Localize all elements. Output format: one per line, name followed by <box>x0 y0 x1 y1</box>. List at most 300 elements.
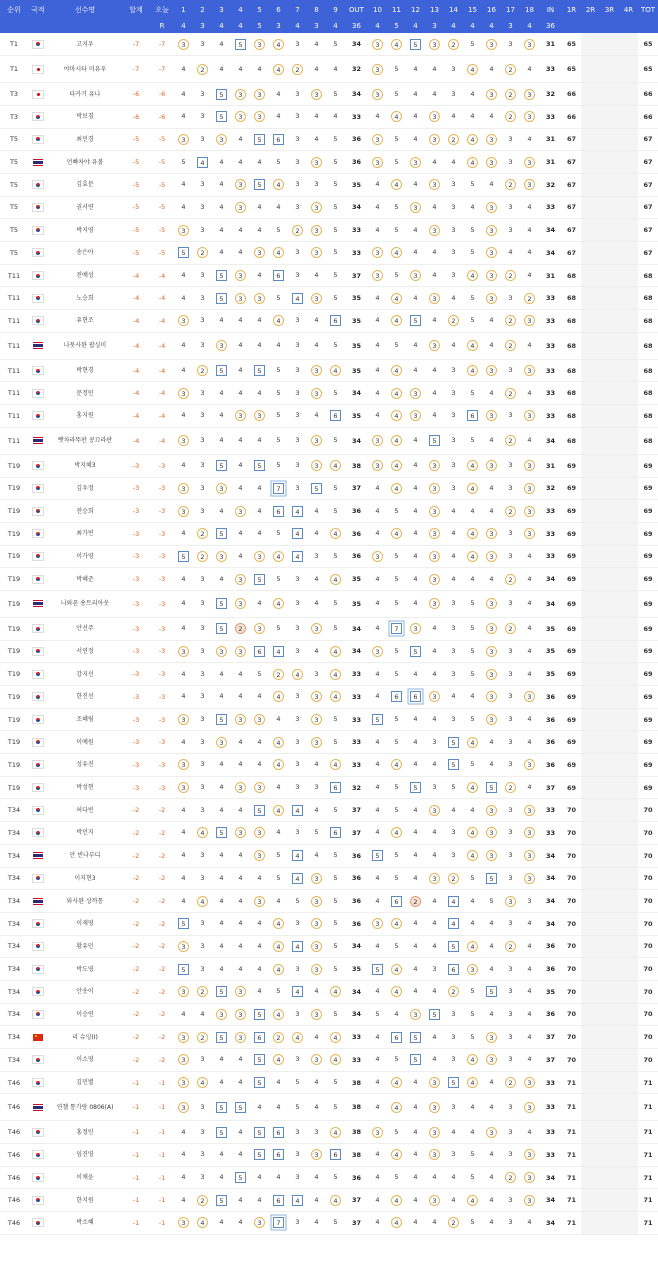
header-cell: 4 <box>212 18 231 33</box>
player-name[interactable]: 문정민 <box>48 382 122 405</box>
hole-score: 3 <box>200 941 205 950</box>
hole-score: 3 <box>524 157 535 168</box>
table-row[interactable] <box>0 105 658 128</box>
hole-score-cell <box>368 617 387 640</box>
player-name[interactable]: 전예성 <box>48 264 122 287</box>
hole-score-cell <box>425 590 444 617</box>
hole-score: 4 <box>276 341 281 350</box>
hole-score: 4 <box>330 574 341 585</box>
hole-score-cell <box>326 708 345 731</box>
hole-score-cell <box>501 545 520 568</box>
hole-score-cell <box>269 454 288 477</box>
hole-score-cell <box>174 151 193 174</box>
player-name[interactable]: 노승희 <box>48 287 122 310</box>
hole-score: 3 <box>295 202 300 211</box>
player-name[interactable]: 이지현3 <box>48 867 122 890</box>
hole-score: 4 <box>238 964 243 973</box>
player-name[interactable]: 타카기 유나 <box>48 83 122 106</box>
table-row[interactable] <box>0 128 658 151</box>
hole-score-cell <box>212 822 231 845</box>
hole-score-cell <box>368 1094 387 1121</box>
table-row[interactable] <box>0 56 658 83</box>
player-name[interactable]: 황유민 <box>48 935 122 958</box>
hole-score-cell <box>406 405 425 428</box>
player-name[interactable]: 최가빈 <box>48 522 122 545</box>
header-cell[interactable]: 오늘 <box>150 0 174 18</box>
table-row[interactable] <box>0 310 658 333</box>
table-row[interactable] <box>0 500 658 523</box>
hole-score-cell <box>387 958 406 981</box>
player-name[interactable]: 조혜림 <box>48 708 122 731</box>
hole-score: 3 <box>200 316 205 325</box>
hole-score: 3 <box>200 1102 205 1111</box>
hole-score-cell <box>269 173 288 196</box>
player-name[interactable]: 박보겸 <box>48 105 122 128</box>
player-name[interactable]: 고지우 <box>48 33 122 56</box>
table-row[interactable] <box>0 1071 658 1094</box>
table-row[interactable] <box>0 242 658 265</box>
hole-score: 3 <box>508 1102 513 1111</box>
out-total: 33 <box>345 754 368 777</box>
player-name[interactable]: 이제영 <box>48 912 122 935</box>
hole-score: 4 <box>238 248 243 257</box>
hole-score: 2 <box>235 623 246 634</box>
table-row[interactable] <box>0 1212 658 1235</box>
table-row[interactable] <box>0 590 658 617</box>
hole-score: 2 <box>524 293 535 304</box>
player-name[interactable]: 이가영 <box>48 545 122 568</box>
table-row[interactable] <box>0 196 658 219</box>
player-name[interactable]: 이소영 <box>48 1049 122 1072</box>
player-name[interactable]: 안송이 <box>48 980 122 1003</box>
table-row[interactable] <box>0 1026 658 1049</box>
rank-cell: T19 <box>0 708 28 731</box>
nationality-cell <box>28 1166 48 1189</box>
leaderboard-header <box>0 0 658 33</box>
hole-score: 3 <box>295 271 300 280</box>
hole-score: 4 <box>432 248 437 257</box>
today-to-par: -1 <box>150 1212 174 1235</box>
hole-score: 3 <box>178 39 189 50</box>
player-name[interactable]: 박현경 <box>48 359 122 382</box>
table-row[interactable] <box>0 477 658 500</box>
hole-score: 4 <box>451 1195 456 1204</box>
player-name[interactable]: 박민지 <box>48 822 122 845</box>
player-name[interactable]: 서연정 <box>48 640 122 663</box>
player-name[interactable]: 박성현 <box>48 776 122 799</box>
round2-score <box>581 151 600 174</box>
hole-score-cell <box>250 219 269 242</box>
hole-score-cell <box>463 56 482 83</box>
hole-score: 5 <box>276 574 281 583</box>
table-row[interactable] <box>0 708 658 731</box>
hole-score-cell <box>288 359 307 382</box>
hole-score-cell <box>520 1003 539 1026</box>
player-name[interactable]: 권서연 <box>48 196 122 219</box>
hole-score-cell <box>387 799 406 822</box>
hole-score-cell <box>425 935 444 958</box>
hole-score-cell <box>326 151 345 174</box>
hole-score: 5 <box>410 315 421 326</box>
hole-score-cell <box>444 105 463 128</box>
total-to-par: -5 <box>122 151 150 174</box>
hole-score-cell <box>425 754 444 777</box>
hole-score: 4 <box>470 1102 475 1111</box>
flag-kr-icon <box>32 1218 44 1227</box>
hole-score: 3 <box>486 551 497 562</box>
player-name[interactable]: 강지선 <box>48 663 122 686</box>
out-total: 33 <box>345 242 368 265</box>
hole-score-cell <box>250 427 269 454</box>
player-name[interactable]: 김민별 <box>48 1071 122 1094</box>
hole-score-cell <box>463 33 482 56</box>
hole-score: 4 <box>375 1173 380 1182</box>
table-row[interactable] <box>0 1121 658 1144</box>
hole-score: 2 <box>505 782 516 793</box>
table-row[interactable] <box>0 454 658 477</box>
table-row[interactable] <box>0 287 658 310</box>
hole-score: 3 <box>410 1009 421 1020</box>
header-cell <box>600 18 619 33</box>
hole-score-cell <box>387 219 406 242</box>
hole-score: 3 <box>254 827 265 838</box>
table-row[interactable] <box>0 935 658 958</box>
hole-score-cell <box>406 890 425 913</box>
in-total: 34 <box>539 1212 562 1235</box>
player-name[interactable]: 최민경 <box>48 128 122 151</box>
hole-score-cell <box>269 867 288 890</box>
hole-score-cell <box>406 382 425 405</box>
hole-score: 3 <box>508 1150 513 1159</box>
rank-cell: T19 <box>0 500 28 523</box>
round2-score <box>581 935 600 958</box>
player-name[interactable]: 연첼 통가랑 0806(A) <box>48 1094 122 1121</box>
player-name[interactable]: 박소혜 <box>48 1212 122 1235</box>
table-row[interactable] <box>0 867 658 890</box>
player-name[interactable]: 나뭇사완 팝싱미 <box>48 332 122 359</box>
round4-score <box>619 867 638 890</box>
table-row[interactable] <box>0 844 658 867</box>
table-row[interactable] <box>0 912 658 935</box>
table-row[interactable] <box>0 382 658 405</box>
round3-score <box>600 980 619 1003</box>
table-row[interactable] <box>0 617 658 640</box>
hole-score-cell <box>212 1094 231 1121</box>
hole-score: 6 <box>391 1032 402 1043</box>
nationality-cell <box>28 454 48 477</box>
nationality-cell <box>28 477 48 500</box>
player-name[interactable]: 이채윤 <box>48 1166 122 1189</box>
player-name[interactable]: 전승희 <box>48 500 122 523</box>
table-row[interactable] <box>0 1189 658 1212</box>
hole-score: 5 <box>216 460 227 471</box>
table-row[interactable] <box>0 83 658 106</box>
table-row[interactable] <box>0 219 658 242</box>
round2-score <box>581 640 600 663</box>
player-name[interactable]: 박혜준 <box>48 568 122 591</box>
round1-score: 69 <box>562 454 581 477</box>
hole-score: 4 <box>527 64 532 73</box>
hole-score: 5 <box>333 341 338 350</box>
hole-score-cell <box>193 382 212 405</box>
hole-score-cell <box>482 405 501 428</box>
player-name[interactable]: 리 슈잉(I) <box>48 1026 122 1049</box>
hole-score: 4 <box>292 528 303 539</box>
player-name[interactable]: 홍정민 <box>48 1121 122 1144</box>
hole-score: 4 <box>200 1009 205 1018</box>
hole-score: 3 <box>486 1127 497 1138</box>
table-row[interactable] <box>0 405 658 428</box>
hole-score-cell <box>250 1166 269 1189</box>
hole-score-cell <box>406 500 425 523</box>
hole-score-cell <box>444 83 463 106</box>
hole-score-cell <box>368 640 387 663</box>
table-row[interactable] <box>0 1144 658 1167</box>
hole-score: 4 <box>527 1032 532 1041</box>
hole-score-cell <box>326 427 345 454</box>
hole-score: 5 <box>372 850 383 861</box>
table-row[interactable] <box>0 754 658 777</box>
player-name[interactable]: 와사완 상까통 <box>48 890 122 913</box>
table-row[interactable] <box>0 1049 658 1072</box>
round1-score: 70 <box>562 912 581 935</box>
hole-score-cell <box>425 1121 444 1144</box>
table-row[interactable] <box>0 731 658 754</box>
header-cell[interactable]: 합계 <box>122 0 150 18</box>
player-name[interactable]: 김효문 <box>48 173 122 196</box>
hole-score-cell <box>425 1026 444 1049</box>
hole-score: 2 <box>448 39 459 50</box>
hole-score-cell <box>520 522 539 545</box>
hole-score-cell <box>520 1189 539 1212</box>
table-row[interactable] <box>0 640 658 663</box>
round1-score: 69 <box>562 754 581 777</box>
today-to-par: -1 <box>150 1144 174 1167</box>
hole-score: 2 <box>292 225 303 236</box>
hole-score-cell <box>501 196 520 219</box>
hole-score-cell <box>193 867 212 890</box>
round2-score <box>581 1071 600 1094</box>
hole-score: 3 <box>451 1055 456 1064</box>
tournament-total: 68 <box>638 264 658 287</box>
hole-score: 4 <box>314 316 319 325</box>
hole-score-cell <box>482 1003 501 1026</box>
flag-kr-icon <box>32 529 44 538</box>
flag-kr-icon <box>32 1010 44 1019</box>
rank-cell: T5 <box>0 196 28 219</box>
hole-score-cell <box>269 83 288 106</box>
hole-score: 4 <box>273 315 284 326</box>
hole-score: 2 <box>505 623 516 634</box>
hole-score-cell <box>288 708 307 731</box>
round3-score <box>600 477 619 500</box>
hole-score: 5 <box>333 941 338 950</box>
round2-score <box>581 56 600 83</box>
rank-cell: T19 <box>0 568 28 591</box>
player-name[interactable]: 박도영 <box>48 958 122 981</box>
table-row[interactable] <box>0 663 658 686</box>
nationality-cell <box>28 83 48 106</box>
hole-score-cell <box>231 1003 250 1026</box>
hole-score: 3 <box>216 1009 227 1020</box>
header-cell[interactable]: 선수명 <box>48 0 122 18</box>
hole-score: 4 <box>489 574 494 583</box>
table-row[interactable] <box>0 958 658 981</box>
header-cell[interactable]: 순위 <box>0 0 28 18</box>
table-row[interactable] <box>0 980 658 1003</box>
round1-score: 70 <box>562 867 581 890</box>
hole-score-cell <box>520 731 539 754</box>
hole-score: 3 <box>254 111 265 122</box>
round2-score <box>581 427 600 454</box>
player-name[interactable]: 김우정 <box>48 477 122 500</box>
hole-score-cell <box>307 958 326 981</box>
hole-score-cell <box>406 1212 425 1235</box>
player-name[interactable]: 이예원 <box>48 731 122 754</box>
hole-score-cell <box>288 477 307 500</box>
hole-score-cell <box>501 83 520 106</box>
hole-score-cell <box>193 196 212 219</box>
hole-score: 4 <box>391 315 402 326</box>
round1-score: 68 <box>562 310 581 333</box>
hole-score-cell <box>174 980 193 1003</box>
table-row[interactable] <box>0 1094 658 1121</box>
total-to-par: -1 <box>122 1166 150 1189</box>
hole-score-cell <box>501 568 520 591</box>
table-row[interactable] <box>0 173 658 196</box>
player-name[interactable]: 성유진 <box>48 754 122 777</box>
hole-score: 4 <box>219 225 224 234</box>
round3-score <box>600 935 619 958</box>
round4-score <box>619 1189 638 1212</box>
player-name[interactable]: 한진선 <box>48 686 122 709</box>
hole-score-cell <box>406 264 425 287</box>
player-name[interactable]: 박지혜3 <box>48 454 122 477</box>
hole-score: 4 <box>451 574 456 583</box>
round3-score <box>600 83 619 106</box>
hole-score: 4 <box>219 805 224 814</box>
hole-score: 3 <box>451 1009 456 1018</box>
table-row[interactable] <box>0 1166 658 1189</box>
hole-score-cell <box>444 382 463 405</box>
hole-score-cell <box>444 708 463 731</box>
hole-score: 4 <box>314 1032 319 1041</box>
player-name[interactable]: 한지원 <box>48 1189 122 1212</box>
hole-score: 3 <box>508 529 513 538</box>
hole-score: 4 <box>391 1217 402 1228</box>
table-row[interactable] <box>0 33 658 56</box>
hole-score: 4 <box>432 271 437 280</box>
round2-score <box>581 545 600 568</box>
hole-score-cell <box>368 799 387 822</box>
hole-score-cell <box>231 382 250 405</box>
header-cell[interactable]: 국적 <box>28 0 48 18</box>
hole-score-cell <box>501 958 520 981</box>
table-row[interactable] <box>0 264 658 287</box>
hole-score-cell <box>174 1166 193 1189</box>
hole-score: 3 <box>429 134 440 145</box>
player-name[interactable]: 안 빈나부디 <box>48 844 122 867</box>
flag-kr-icon <box>32 942 44 951</box>
hole-score: 6 <box>410 691 421 702</box>
player-name[interactable]: 언빠차야 유볼 <box>48 151 122 174</box>
tournament-total: 71 <box>638 1144 658 1167</box>
table-row[interactable] <box>0 568 658 591</box>
player-name[interactable]: 빳차라뚜판 콩끄라판 <box>48 427 122 454</box>
hole-score: 3 <box>508 293 513 302</box>
hole-score-cell <box>520 500 539 523</box>
hole-score: 4 <box>181 89 186 98</box>
nationality-cell <box>28 500 48 523</box>
tournament-total: 69 <box>638 590 658 617</box>
table-row[interactable] <box>0 890 658 913</box>
player-name[interactable]: 송은아 <box>48 242 122 265</box>
hole-score: 4 <box>375 624 380 633</box>
hole-score-cell <box>269 568 288 591</box>
player-name[interactable]: 박지영 <box>48 219 122 242</box>
hole-score: 5 <box>333 483 338 492</box>
player-name[interactable]: 허다빈 <box>48 799 122 822</box>
total-to-par: -3 <box>122 663 150 686</box>
table-row[interactable] <box>0 776 658 799</box>
table-row[interactable] <box>0 359 658 382</box>
player-name[interactable]: 임진영 <box>48 1144 122 1167</box>
table-row[interactable] <box>0 686 658 709</box>
hole-score-cell <box>326 105 345 128</box>
round4-score <box>619 890 638 913</box>
table-row[interactable] <box>0 545 658 568</box>
table-row[interactable] <box>0 799 658 822</box>
hole-score: 4 <box>413 1127 418 1136</box>
hole-score: 3 <box>295 692 300 701</box>
hole-score: 3 <box>200 1127 205 1136</box>
round2-score <box>581 1166 600 1189</box>
hole-score-cell <box>174 776 193 799</box>
hole-score: 5 <box>394 157 399 166</box>
hole-score-cell <box>212 128 231 151</box>
header-cell: 2 <box>193 0 212 18</box>
hole-score: 4 <box>413 737 418 746</box>
hole-score-cell <box>368 264 387 287</box>
hole-score: 2 <box>197 1195 208 1206</box>
header-cell: IN <box>539 0 562 18</box>
hole-score: 4 <box>391 483 402 494</box>
hole-score-cell <box>482 640 501 663</box>
in-total: 34 <box>539 844 562 867</box>
hole-score: 4 <box>257 388 262 397</box>
player-name[interactable]: 야마시타 미유우 <box>48 56 122 83</box>
round2-score <box>581 33 600 56</box>
table-row[interactable] <box>0 332 658 359</box>
player-name[interactable]: 유현조 <box>48 310 122 333</box>
table-row[interactable] <box>0 822 658 845</box>
hole-score: 4 <box>413 64 418 73</box>
table-row[interactable] <box>0 522 658 545</box>
player-name[interactable]: 안선주 <box>48 617 122 640</box>
hole-score-cell <box>368 663 387 686</box>
hole-score: 3 <box>451 180 456 189</box>
table-row[interactable] <box>0 427 658 454</box>
hole-score: 5 <box>394 341 399 350</box>
player-name[interactable]: 이승연 <box>48 1003 122 1026</box>
table-row[interactable] <box>0 151 658 174</box>
round2-score <box>581 708 600 731</box>
hole-score: 4 <box>527 964 532 973</box>
table-row[interactable] <box>0 1003 658 1026</box>
player-name[interactable]: 홍지원 <box>48 405 122 428</box>
hole-score-cell <box>368 754 387 777</box>
player-name[interactable]: 나와폰 숑트리아웃 <box>48 590 122 617</box>
